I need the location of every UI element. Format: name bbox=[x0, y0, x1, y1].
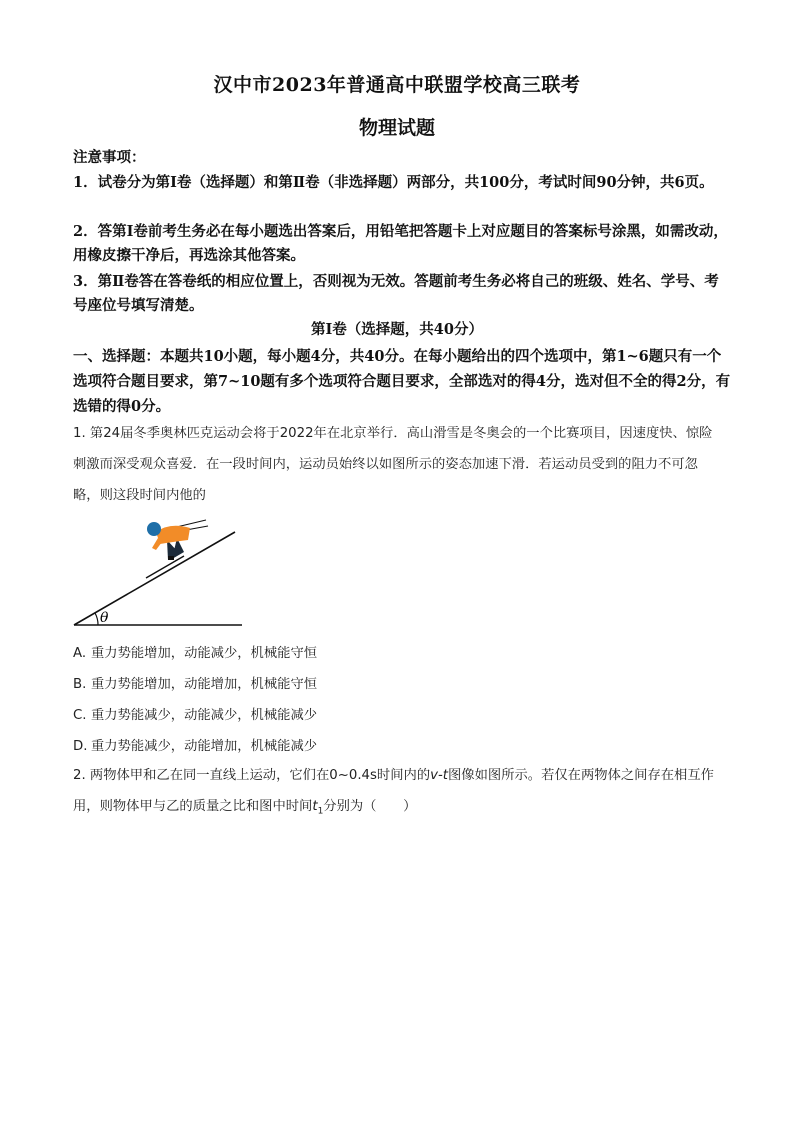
subject-title: 物理试题 bbox=[358, 117, 435, 139]
question-1-stem: 1. 第24届冬季奥林匹克运动会将于2022年在北京举行．高山滑雪是冬奥会的一个比赛项目，因速度快、惊险刺激而深受观众喜爱．在一段时间内，运动员始终以如图所示的姿态加速下滑．若运动员受到的阻力不可忽略，则这段时间内他的 bbox=[73, 426, 713, 503]
skier-slope-figure bbox=[72, 512, 247, 630]
theta-label: θ bbox=[100, 610, 109, 626]
q1-option-d[interactable]: D. 重力势能减少，动能增加，机械能减少 bbox=[73, 739, 318, 754]
q1-option-b[interactable]: B. 重力势能增加，动能增加，机械能守恒 bbox=[73, 677, 318, 692]
ski bbox=[146, 556, 184, 578]
q1-option-a[interactable]: A. 重力势能增加，动能减少，机械能守恒 bbox=[73, 646, 318, 661]
section-instructions: 一、选择题：本题共10小题，每小题4分，共40分。在每小题给出的四个选项中，第1~6题只有一个选项符合题目要求，第7~10题有多个选项符合题目要求，全部选对的得4分，选对但不全的得2分，有选错的得0分。 bbox=[73, 348, 731, 415]
skier-helmet bbox=[147, 522, 161, 536]
section-heading: 第Ⅰ卷（选择题，共40分） bbox=[311, 321, 483, 338]
exam-title: 汉中市2023年普通高中联盟学校高三联考 bbox=[213, 74, 581, 96]
q1-option-c[interactable]: C. 重力势能减少，动能减少，机械能减少 bbox=[73, 708, 318, 723]
note-item-2: 2．答第Ⅰ卷前考生务必在每小题选出答案后，用铅笔把答题卡上对应题目的答案标号涂黑，如需改动，用橡皮擦干净后，再选涂其他答案。 bbox=[73, 223, 728, 264]
notes-heading: 注意事项： bbox=[73, 149, 146, 166]
question-2-stem: 2. 两物体甲和乙在同一直线上运动，它们在0~0.4s时间内的v-t图像如图所示。若仅在两物体之间存在相互作用，则物体甲与乙的质量之比和图中时间$t_1$分别为（ ） bbox=[73, 768, 714, 817]
note-item-3: 3．第Ⅱ卷答在答卷纸的相应位置上，否则视为无效。答题前考生务必将自己的班级、姓名、学号、考号座位号填写清楚。 bbox=[73, 273, 719, 314]
note-item-1: 1．试卷分为第Ⅰ卷（选择题）和第Ⅱ卷（非选择题）两部分，共100分，考试时间90分钟，共6页。 bbox=[73, 174, 714, 191]
angle-arc bbox=[95, 613, 98, 625]
boot bbox=[168, 556, 174, 560]
